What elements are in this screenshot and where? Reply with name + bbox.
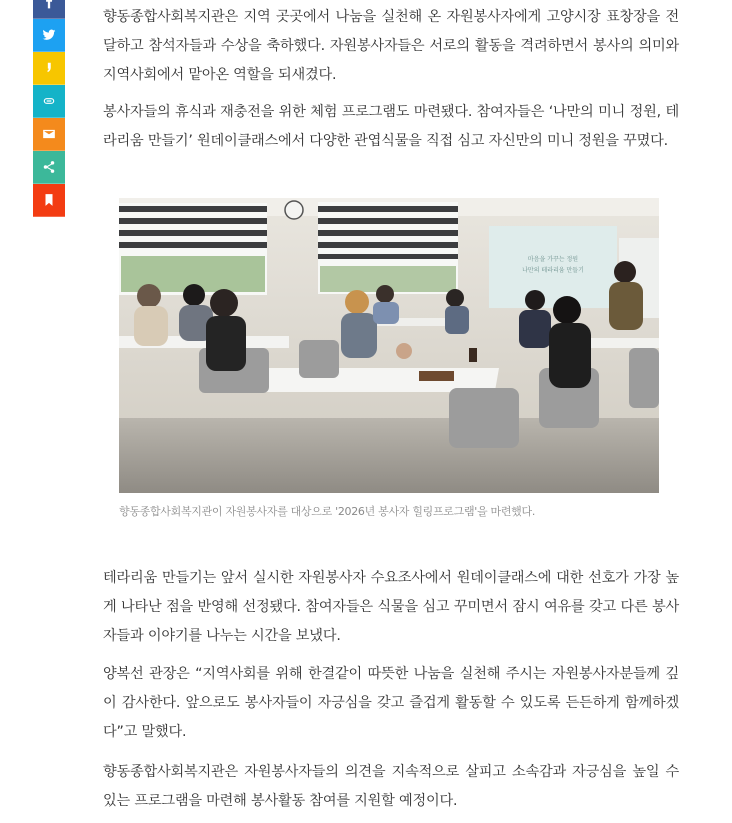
share-icon — [42, 160, 56, 174]
article-paragraph-4: 양복선 관장은 “지역사회를 위해 한결같이 따뜻한 나눔을 실천해 주시는 자원봉사자분들께 깊이 감사한다. 앞으로도 봉사자들이 자긍심을 갖고 즐겁게 활동할 수 있도록 든든하게 함께하겠다”고 말했다. — [103, 666, 679, 740]
bookmark-button[interactable] — [33, 184, 65, 217]
article-paragraph-2: 봉사자들의 휴식과 재충전을 위한 체험 프로그램도 마련됐다. 참여자들은 ‘나만의 미니 정원, 테라리움 만들기’ 원데이클래스에서 다양한 관엽식물을 직접 심고 자신만의 미니 정원을 꾸몄다. — [103, 104, 679, 149]
twitter-button[interactable] — [33, 19, 65, 52]
share-sidebar — [33, 0, 65, 217]
kakaostory-icon — [42, 61, 56, 75]
article-paragraph-1: 향동종합사회복지관은 지역 곳곳에서 나눔을 실천해 온 자원봉사자에게 고양시장 표창장을 전달하고 참석자들과 수상을 축하했다. 자원봉사자들은 서로의 활동을 격려하면서 봉사의 의미와 지역사회에서 맡아온 역할을 되새겼다. — [103, 9, 679, 83]
twitter-icon — [42, 28, 56, 42]
screen-text-1: 마음을 가꾸는 정원 — [527, 256, 579, 263]
email-button[interactable] — [33, 118, 65, 151]
article-paragraph-5: 향동종합사회복지관은 자원봉사자들의 의견을 지속적으로 살피고 소속감과 자긍심을 높일 수 있는 프로그램을 마련해 봉사활동 참여를 지원할 예정이다. — [103, 764, 679, 809]
screen-text-2: 나만의 테라리움 만들기 — [522, 267, 584, 274]
facebook-button[interactable] — [33, 0, 65, 19]
mail-icon — [42, 127, 56, 141]
classroom-photo-illustration — [119, 198, 659, 493]
copy-link-button[interactable] — [33, 85, 65, 118]
kakaostory-button[interactable] — [33, 52, 65, 85]
link-icon — [42, 94, 56, 108]
bookmark-icon — [42, 193, 56, 207]
article-photo — [119, 198, 659, 493]
facebook-icon — [42, 0, 56, 9]
share-button[interactable] — [33, 151, 65, 184]
photo-caption: 향동종합사회복지관이 자원봉사자를 대상으로 '2026년 봉사자 힐링프로그램'을 마련했다. — [119, 505, 536, 518]
article-paragraph-3: 테라리움 만들기는 앞서 실시한 자원봉사자 수요조사에서 원데이클래스에 대한 선호가 가장 높게 나타난 점을 반영해 선정됐다. 참여자들은 식물을 심고 꾸미면서 잠시 여유를 갖고 다른 봉사자들과 이야기를 나누는 시간을 보냈다. — [103, 570, 679, 644]
